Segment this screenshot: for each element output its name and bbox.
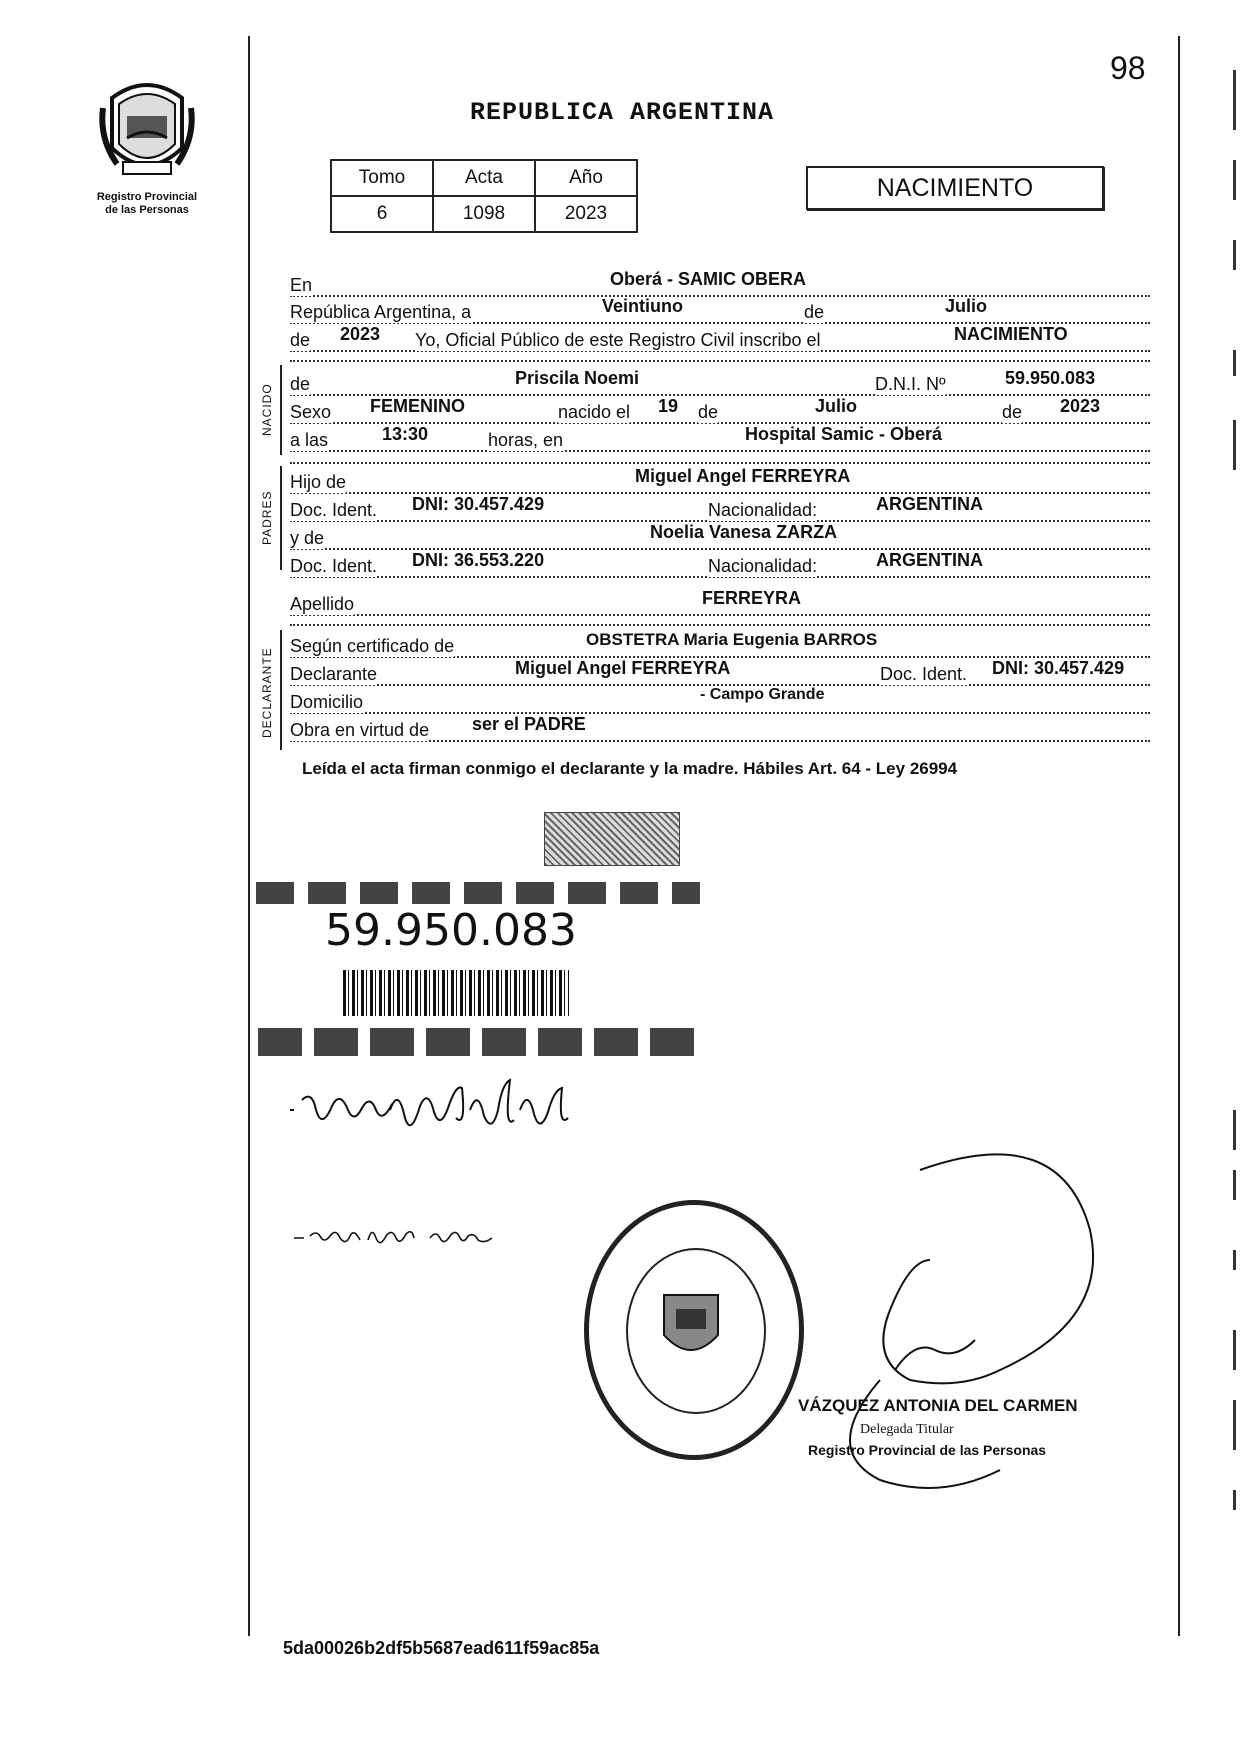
- value-declarante: Miguel Angel FERREYRA: [515, 658, 731, 678]
- registry-table-header-row: [331, 160, 637, 196]
- row-inscribo: [290, 324, 1150, 356]
- value-madre: Noelia Vanesa ZARZA: [650, 522, 838, 542]
- table-header-ano: Año: [535, 160, 637, 196]
- value-anio-nac: 2023: [1060, 396, 1101, 416]
- separator-line: [290, 624, 1150, 626]
- scan-edge-mark: [1233, 240, 1236, 270]
- security-pattern-bottom: [258, 1028, 702, 1056]
- value-obra: ser el PADRE: [472, 714, 586, 734]
- value-en: Oberá - SAMIC OBERA: [610, 269, 807, 289]
- value-lugar: Hospital Samic - Oberá: [745, 424, 943, 444]
- value-inscribe: NACIMIENTO: [954, 324, 1068, 344]
- value-padre: Miguel Angel FERREYRA: [635, 466, 851, 486]
- logo-text-line2: de las Personas: [105, 204, 189, 216]
- document-hash: 5da00026b2df5b5687ead611f59ac85a: [283, 1638, 600, 1658]
- value-doc-declarante: DNI: 30.457.429: [992, 658, 1125, 678]
- label-certificado: Según certificado de: [290, 636, 455, 656]
- label-hijo-de: Hijo de: [290, 472, 347, 492]
- scan-edge-mark: [1233, 1400, 1236, 1450]
- left-margin-line: [248, 36, 250, 1636]
- value-sexo: FEMENINO: [370, 396, 466, 416]
- label-horas-en: horas, en: [488, 430, 564, 450]
- security-stamp: [544, 812, 680, 866]
- row-hora: [290, 424, 1150, 456]
- value-dia: Veintiuno: [602, 296, 683, 316]
- document-title: REPUBLICA ARGENTINA: [469, 98, 775, 127]
- logo-text-line1: Registro Provincial: [96, 191, 198, 203]
- dni-number-large: 59.950.083: [325, 905, 577, 956]
- table-header-acta: Acta: [433, 160, 535, 196]
- official-organization: Registro Provincial de las Personas: [808, 1442, 1047, 1458]
- label-doc-padre: Doc. Ident.: [290, 500, 378, 520]
- seal-coat-of-arms-icon: [656, 1285, 726, 1365]
- value-nombre: Priscila Noemi: [515, 368, 640, 388]
- label-de-mes: de: [698, 402, 719, 422]
- label-y-de: y de: [290, 528, 325, 548]
- scan-edge-mark: [1233, 1330, 1236, 1370]
- label-de-nombre: de: [290, 374, 311, 394]
- security-pattern-top: [256, 882, 700, 904]
- closing-note: Leída el acta firman conmigo el declarante y la madre. Hábiles Art. 64 - Ley 26994: [302, 759, 958, 778]
- scan-edge-mark: [1233, 1110, 1236, 1150]
- padres-bar: [280, 466, 282, 570]
- scan-edge-mark: [1233, 1490, 1236, 1510]
- scan-edge-mark: [1233, 1170, 1236, 1200]
- row-domicilio: [290, 686, 1150, 718]
- value-hora: 13:30: [382, 424, 429, 444]
- section-label-padres: PADRES: [260, 490, 274, 545]
- label-dni: D.N.I. Nº: [875, 374, 946, 394]
- row-apellido: [290, 588, 1150, 620]
- table-value-tomo: 6: [331, 196, 433, 232]
- value-nacionalidad-padre: ARGENTINA: [876, 494, 983, 514]
- value-mes-nac: Julio: [815, 396, 858, 416]
- value-dni: 59.950.083: [1005, 368, 1096, 388]
- label-obra: Obra en virtud de: [290, 720, 430, 740]
- label-nacido-el: nacido el: [558, 402, 631, 422]
- scan-edge-mark: [1233, 160, 1236, 200]
- scan-edge-mark: [1233, 420, 1236, 470]
- right-margin-line: [1178, 36, 1180, 1636]
- label-apellido: Apellido: [290, 594, 355, 614]
- separator-line: [290, 462, 1150, 464]
- label-de: de: [804, 302, 825, 322]
- province-emblem-icon: [97, 78, 197, 186]
- row-madre-doc: [290, 550, 1150, 582]
- label-declarante: Declarante: [290, 664, 378, 684]
- scan-edge-mark: [1233, 1250, 1236, 1270]
- official-role: Delegada Titular: [860, 1422, 954, 1437]
- separator-line: [290, 360, 1150, 362]
- official-name: VÁZQUEZ ANTONIA DEL CARMEN: [798, 1396, 1078, 1415]
- label-nacionalidad-madre: Nacionalidad:: [708, 556, 818, 576]
- label-doc-madre: Doc. Ident.: [290, 556, 378, 576]
- signature-madre: [290, 1218, 550, 1258]
- registry-table: [330, 159, 638, 233]
- label-domicilio: Domicilio: [290, 692, 364, 712]
- value-dia-nac: 19: [658, 396, 679, 416]
- label-sexo: Sexo: [290, 402, 332, 422]
- table-value-acta: 1098: [433, 196, 535, 232]
- label-de-anio: de: [1002, 402, 1023, 422]
- value-year: 2023: [340, 324, 381, 344]
- section-label-declarante: DECLARANTE: [260, 647, 274, 738]
- declarante-bar: [280, 630, 282, 750]
- section-label-nacido: NACIDO: [260, 383, 274, 436]
- value-certificado: OBSTETRA Maria Eugenia BARROS: [586, 630, 878, 649]
- scan-edge-mark: [1233, 350, 1236, 376]
- page-number: 98: [1110, 50, 1146, 86]
- registry-table-value-row: [331, 196, 637, 232]
- value-nacionalidad-madre: ARGENTINA: [876, 550, 983, 570]
- nacido-bar: [280, 365, 282, 455]
- label-republica: República Argentina, a: [290, 302, 472, 322]
- value-doc-padre: DNI: 30.457.429: [412, 494, 545, 514]
- label-a-las: a las: [290, 430, 329, 450]
- value-mes: Julio: [945, 296, 988, 316]
- label-inscribo: Yo, Oficial Público de este Registro Civil inscribo el: [415, 330, 821, 350]
- record-type-box: NACIMIENTO: [806, 166, 1104, 210]
- barcode: [343, 970, 569, 1016]
- table-value-ano: 2023: [535, 196, 637, 232]
- label-en: En: [290, 275, 313, 295]
- label-year-prefix: de: [290, 330, 311, 350]
- table-header-tomo: Tomo: [331, 160, 433, 196]
- label-doc-declarante: Doc. Ident.: [880, 664, 968, 684]
- value-doc-madre: DNI: 36.553.220: [412, 550, 545, 570]
- value-domicilio: - Campo Grande: [700, 686, 825, 703]
- row-en: [290, 269, 1150, 301]
- value-apellido: FERREYRA: [702, 588, 802, 608]
- signature-declarante: [280, 1070, 650, 1150]
- label-nacionalidad-padre: Nacionalidad:: [708, 500, 818, 520]
- row-obra: [290, 714, 1150, 746]
